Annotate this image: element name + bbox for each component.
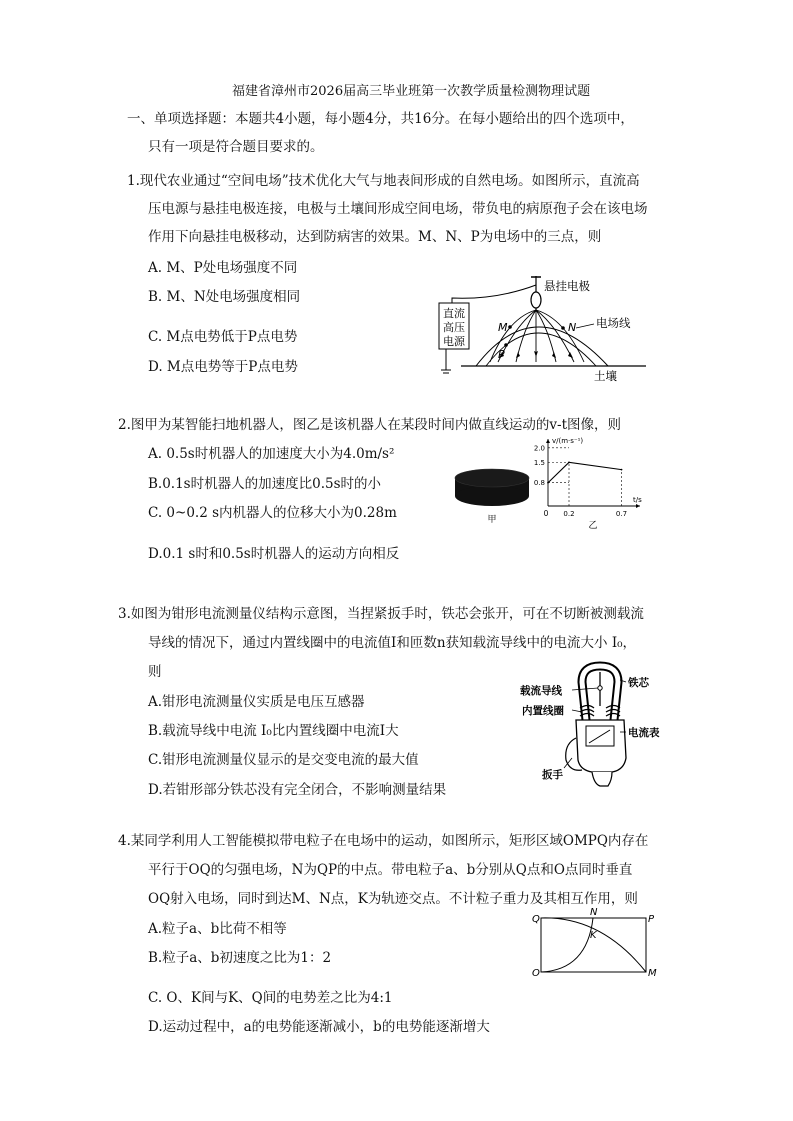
point-m-label: M — [498, 321, 508, 334]
y-tick-label: 2.0 — [533, 444, 545, 453]
q2-option-a[interactable]: A. 0.5s时机器人的加速度大小为4.0m/s² — [148, 446, 395, 462]
q4-stem-line: OQ射入电场，同时到达M、N点，K为轨迹交点。不计粒子重力及其相互作用，则 — [148, 891, 638, 907]
data-point — [568, 461, 570, 463]
handle-label: 扳手 — [542, 769, 563, 781]
vt-chart — [532, 436, 652, 530]
coil-label: 内置线圈 — [522, 705, 564, 717]
q1-option-d[interactable]: D. M点电势等于P点电势 — [148, 359, 298, 375]
point-p-label: P — [498, 348, 505, 361]
q1-option-c[interactable]: C. M点电势低于P点电势 — [148, 329, 298, 345]
q2-option-c[interactable]: C. 0~0.2 s内机器人的位移大小为0.28m — [148, 505, 397, 521]
label-m: M — [648, 968, 657, 979]
q4-stem-line: 平行于OQ的匀强电场，N为QP的中点。带电粒子a、b分别从Q点和O点同时垂直 — [148, 862, 633, 878]
electrode-label: 悬挂电极 — [544, 279, 590, 293]
q3-stem-line: 3.如图为钳形电流测量仪结构示意图，当捏紧扳手时，铁芯会张开，可在不切断被测载流 — [118, 606, 644, 622]
q1-option-a[interactable]: A. M、P处电场强度不同 — [148, 260, 298, 276]
label-p: P — [648, 914, 655, 925]
q4-option-b[interactable]: B.粒子a、b初速度之比为1：2 — [148, 950, 332, 966]
label-q: Q — [532, 914, 540, 925]
q4-option-d[interactable]: D.运动过程中，a的电势能逐渐减小，b的电势能逐渐增大 — [148, 1019, 490, 1035]
q3-stem-line: 导线的情况下，通过内置线圈中的电流值I和匝数n获知载流导线中的电流大小 I₀， — [148, 635, 637, 651]
y-tick-label: 1.5 — [533, 458, 545, 467]
page-title: 福建省漳州市2026届高三毕业班第一次教学质量检测物理试题 — [232, 84, 591, 99]
y-tick-label: 0.8 — [533, 479, 545, 488]
q4-option-c[interactable]: C. O、K间与K、Q间的电势差之比为4:1 — [148, 990, 393, 1006]
figure-label-a: 甲 — [487, 515, 497, 525]
point-n-label: N — [568, 321, 577, 334]
x-tick-label: 0.2 — [563, 510, 575, 518]
x-tick-label: 0.7 — [615, 510, 628, 518]
data-point — [547, 482, 549, 484]
label-n: N — [590, 907, 598, 918]
q1-option-b[interactable]: B. M、N处电场强度相同 — [148, 289, 301, 305]
figure-label-b: 乙 — [588, 521, 598, 531]
q1-field-figure — [436, 270, 651, 385]
q2-option-d[interactable]: D.0.1 s时和0.5s时机器人的运动方向相反 — [148, 546, 400, 562]
source-label: 直流 — [443, 307, 465, 320]
x-axis-label: t/s — [633, 496, 642, 504]
q1-stem-line: 1.现代农业通过“空间电场”技术优化大气与地表间形成的自然电场。如图所示，直流高 — [127, 173, 640, 189]
q2-stem: 2.图甲为某智能扫地机器人，图乙是该机器人在某段时间内做直线运动的v-t图像，则 — [118, 417, 621, 433]
source-label: 电源 — [443, 335, 465, 348]
q3-option-b[interactable]: B.载流导线中电流 I₀比内置线圈中电流I大 — [148, 723, 399, 739]
y-axis-label: v/(m·s⁻¹) — [552, 437, 584, 445]
label-k: K — [590, 930, 597, 941]
q2-option-b[interactable]: B.0.1s时机器人的加速度比0.5s时的小 — [148, 476, 382, 492]
q1-stem-line: 作用下向悬挂电极移动，达到防病害的效果。M、N、P为电场中的三点，则 — [148, 229, 602, 245]
origin-label: 0 — [543, 509, 549, 518]
q4-stem-line: 4.某同学利用人工智能模拟带电粒子在电场中的运动，如图所示，矩形区域OMPQ内存在 — [118, 833, 649, 849]
q4-option-a[interactable]: A.粒子a、b比荷不相等 — [148, 921, 287, 937]
q3-option-a[interactable]: A.钳形电流测量仪实质是电压互感器 — [148, 694, 365, 710]
velocity-series-line — [548, 462, 622, 482]
core-label: 铁芯 — [628, 677, 649, 689]
field-line-label: 电场线 — [596, 316, 631, 330]
q4-region-figure — [531, 908, 661, 980]
meter-label: 电流表 — [628, 727, 660, 739]
section-heading-cont: 只有一项是符合题目要求的。 — [148, 139, 324, 155]
section-heading: 一、单项选择题：本题共4小题，每小题4分，共16分。在每小题给出的四个选项中， — [127, 111, 634, 127]
source-label: 高压 — [443, 321, 465, 334]
q3-stem-line: 则 — [148, 664, 162, 680]
wire-label: 载流导线 — [520, 685, 562, 697]
clamp-meter-figure — [520, 660, 695, 790]
q3-option-c[interactable]: C.钳形电流测量仪显示的是交变电流的最大值 — [148, 752, 419, 768]
robot-figure — [453, 466, 533, 528]
q1-stem-line: 压电源与悬挂电极连接，电极与土壤间形成空间电场，带负电的病原孢子会在该电场 — [148, 201, 648, 217]
data-point — [621, 469, 623, 471]
q3-option-d[interactable]: D.若钳形部分铁芯没有完全闭合，不影响测量结果 — [148, 782, 447, 798]
soil-label: 土壤 — [594, 369, 617, 383]
label-o: O — [532, 968, 540, 979]
